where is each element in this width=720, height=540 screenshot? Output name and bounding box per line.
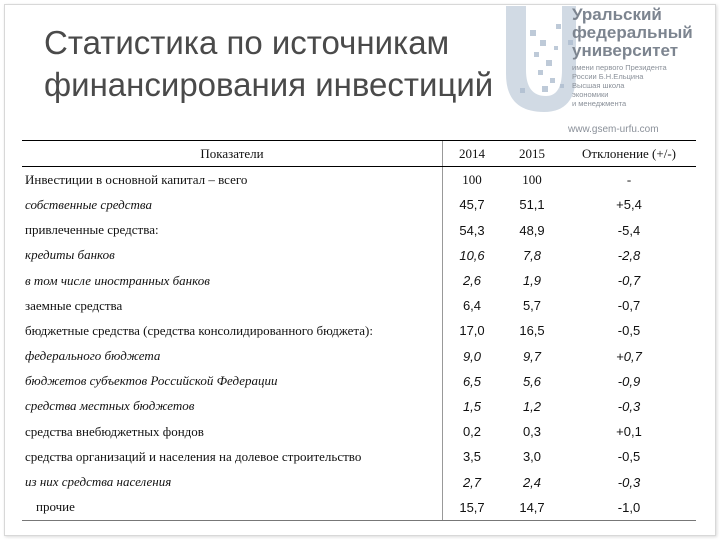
row-label: Инвестиции в основной капитал – всего [25,171,248,187]
row-value-2015: 100 [522,171,542,187]
investment-sources-table [22,140,696,521]
row-label: бюджетов субъектов Российской Федерации [25,373,278,389]
row-value-2014: 15,7 [442,495,502,521]
logo-sub-line-1: имени первого Президента [572,63,667,72]
row-deviation: -0,5 [617,449,641,465]
row-value-2015: 0,3 [522,424,542,440]
row-value-2015: 1,9 [522,273,542,289]
table-row [22,495,696,521]
row-value-2015: 3,0 [522,449,542,465]
table-row [22,293,696,318]
row-value-2014: 45,7 [459,197,485,213]
table-row [22,369,696,394]
row-label: в том числе иностранных банков [25,272,210,288]
row-label: средства организаций и населения на долевое строительство [25,448,362,464]
row-label: средства внебюджетных фондов [25,423,204,439]
row-deviation: -0,7 [617,273,641,289]
row-deviation: -1,0 [562,495,696,521]
row-label: собственные средства [25,196,152,212]
table-row [22,243,696,268]
row-value-2014: 6,5 [462,373,482,389]
table-row [22,192,696,217]
logo-sub-line-3: Высшая школа [572,81,625,90]
row-deviation: +0,1 [616,424,642,440]
row-value-2015: 9,7 [522,348,542,364]
row-label: средства местных бюджетов [25,398,195,414]
row-value-2014: 10,6 [459,247,485,263]
row-deviation: -0,7 [617,298,641,314]
row-value-2015: 5,6 [522,373,542,389]
logo-sub-line-5: и менеджмента [572,99,627,108]
table-row [22,394,696,419]
row-value-2014: 100 [462,171,482,187]
row-deviation: -5,4 [617,222,641,238]
header-indicator: Показатели [22,141,442,167]
logo-name-line-3: университет [572,41,679,60]
row-label: кредиты банков [25,247,115,263]
table-row [22,218,696,243]
header-deviation: Отклонение (+/-) [562,141,696,167]
slide-title-line-1: Статистика по источникам [44,24,450,61]
table-row [22,318,696,343]
row-value-2015: 16,5 [519,323,545,339]
row-value-2014: 2,6 [462,273,482,289]
row-deviation: -0,9 [617,373,641,389]
row-label: заемные средства [25,297,123,313]
slide-title [44,22,604,106]
row-value-2015: 7,8 [522,247,542,263]
row-value-2014: 17,0 [459,323,485,339]
row-value-2014: 1,5 [462,398,482,414]
row-value-2014: 3,5 [462,449,482,465]
row-value-2014: 2,7 [462,474,482,490]
row-label: привлеченные средства: [25,222,159,238]
row-label: из них средства населения [25,474,172,490]
row-value-2015: 51,1 [519,197,545,213]
header-2015: 2015 [502,141,562,167]
row-deviation: -0,3 [617,398,641,414]
logo-name-line-2: федеральный [572,23,693,42]
logo-sub-line-2: России Б.Н.Ельцина [572,72,644,81]
header-2014: 2014 [442,141,502,167]
table-row [22,444,696,469]
row-deviation: +0,7 [616,348,642,364]
table-row [22,167,696,193]
logo-url[interactable]: www.gsem-urfu.com [568,124,659,135]
row-value-2015: 2,4 [522,474,542,490]
row-deviation: +5,4 [616,197,642,213]
row-value-2014: 0,2 [462,424,482,440]
row-value-2015: 1,2 [522,398,542,414]
row-deviation: -2,8 [617,247,641,263]
row-deviation: -0,5 [617,323,641,339]
logo-name-line-1: Уральский [572,5,662,24]
row-label: прочие [22,495,442,521]
row-value-2014: 6,4 [462,298,482,314]
row-label: федерального бюджета [25,348,161,364]
row-value-2015: 5,7 [522,298,542,314]
table-row [22,419,696,444]
row-deviation: -0,3 [617,474,641,490]
table-row [22,344,696,369]
table-header-row [22,141,696,167]
row-value-2014: 54,3 [459,222,485,238]
logo-sub-line-4: экономики [572,90,609,99]
table-row [22,469,696,494]
row-value-2015: 14,7 [502,495,562,521]
row-value-2014: 9,0 [462,348,482,364]
slide-title-line-2: финансирования инвестиций [44,66,494,103]
row-value-2015: 48,9 [519,222,545,238]
row-label: бюджетные средства (средства консолидированного бюджета): [25,322,373,338]
table-row [22,268,696,293]
row-deviation: - [626,171,632,187]
